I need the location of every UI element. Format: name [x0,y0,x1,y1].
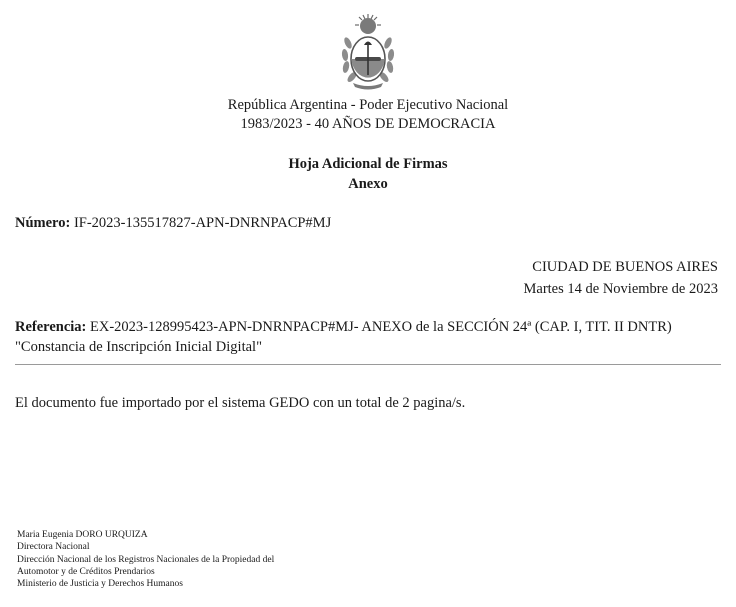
reference-value: EX-2023-128995423-APN-DNRNPACP#MJ- ANEXO de la SECCIÓN 24ª (CAP. I, TIT. II DNTR) [90,319,672,335]
divider [15,364,721,365]
place-and-date [524,256,719,300]
body-paragraph: El documento fue importado por el sistema GEDO con un total de 2 pagina/s. [15,395,466,411]
document-number [15,214,331,233]
title-main: Hoja Adicional de Firmas [288,156,448,172]
header-government: República Argentina - Poder Ejecutivo Nacional [227,97,509,113]
title-sub: Anexo [348,176,388,192]
reference-label: Referencia: [15,319,87,335]
place-date: Martes 14 de Noviembre de 2023 [523,281,718,297]
signer-org-line2: Automotor y de Créditos Prendarios [17,566,155,577]
document-number-label: Número: [15,215,71,231]
document-header [0,96,736,134]
document-number-value: IF-2023-135517827-APN-DNRNPACP#MJ [73,215,332,231]
signer-role: Directora Nacional [17,542,90,553]
header-anniversary: 1983/2023 - 40 AÑOS DE DEMOCRACIA [240,116,496,132]
argentina-coat-of-arms-icon [339,13,397,91]
signer-org-line1: Dirección Nacional de los Registros Nacionales de la Propiedad del [17,554,275,565]
signer-ministry: Ministerio de Justicia y Derechos Humanos [17,579,183,590]
reference-block [15,317,721,357]
document-title [0,154,736,194]
signer-name: Maria Eugenia DORO URQUIZA [17,530,148,540]
reference-description: "Constancia de Inscripción Inicial Digital" [15,339,262,355]
place-city: CIUDAD DE BUENOS AIRES [532,259,718,275]
signature-block [17,529,274,590]
